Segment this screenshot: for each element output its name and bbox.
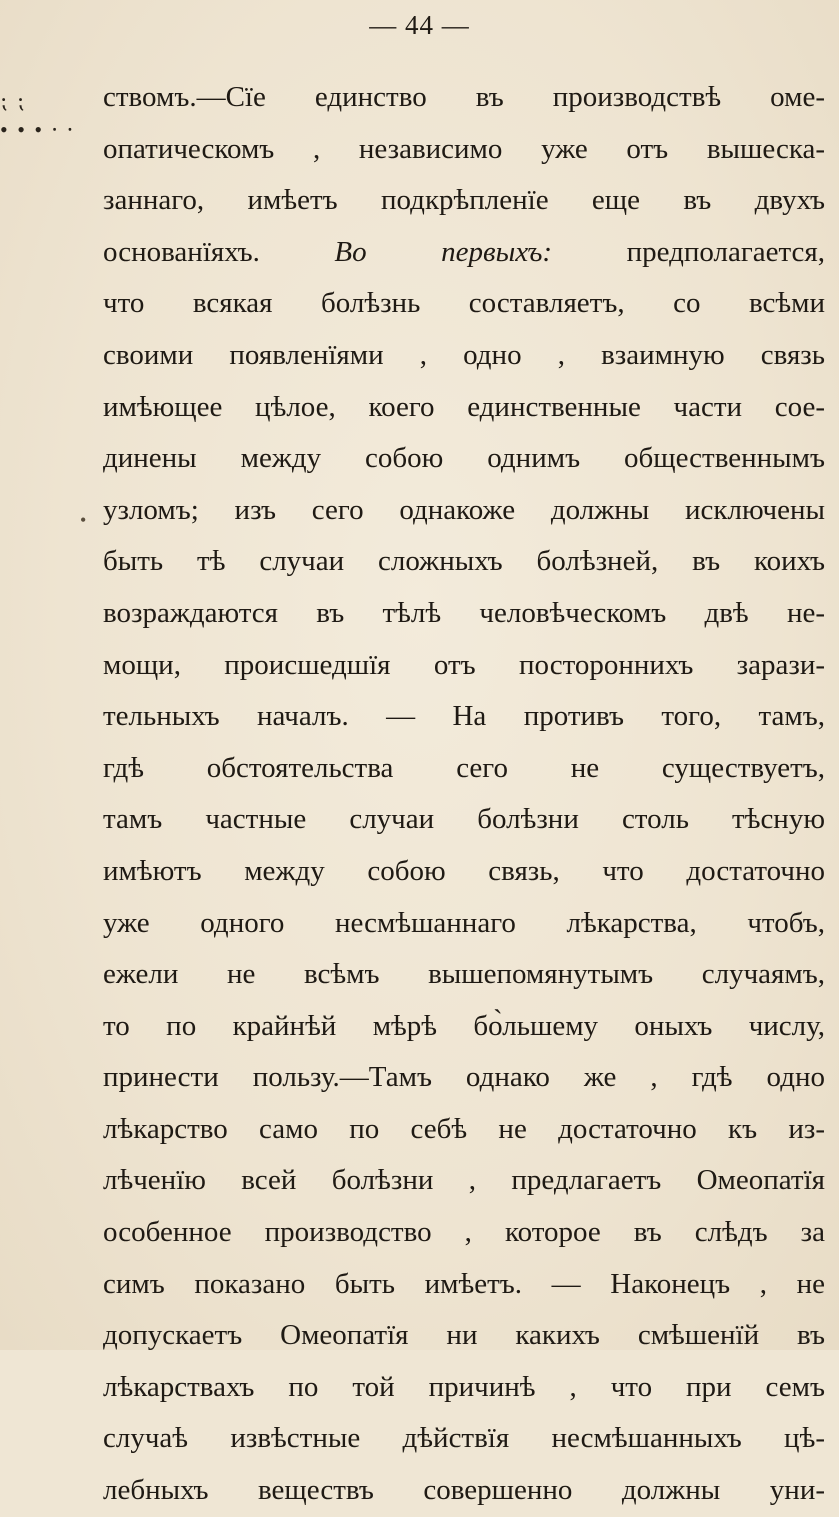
page-number: — 44 —: [369, 10, 470, 40]
text-line: что всякая болѣзнь составляетъ, со всѣми: [103, 287, 825, 320]
body-text: [103, 72, 825, 1517]
margin-ink-dot: •: [80, 510, 87, 530]
text-line: тамъ частные случаи болѣзни столь тѣсную: [103, 803, 825, 836]
text-line: допускаетъ Омеопатїя ни какихъ смѣшенїй въ: [103, 1319, 825, 1352]
text-line: особенное производство , которое въ слѣдъ за: [103, 1216, 825, 1249]
text-line: ежели не всѣмъ вышепомянутымъ случаямъ,: [103, 958, 825, 991]
text-segment: основанїяхъ.: [103, 235, 335, 268]
text-line: случаѣ извѣстные дѣйствїя несмѣшанныхъ цѣ-: [103, 1422, 825, 1455]
text-line: имѣющее цѣлое, коего единственные части сое-: [103, 390, 825, 423]
text-line: [103, 227, 825, 279]
text-line: уже одного несмѣшаннаго лѣкарства, чтобъ,: [103, 906, 825, 939]
italic-phrase: Во первыхъ:: [334, 235, 553, 268]
text-line: симъ показано быть имѣетъ. — Наконецъ , не: [103, 1267, 825, 1300]
text-segment: предполагается,: [552, 235, 825, 268]
text-line: мощи, происшедшїя отъ постороннихъ зарази-: [103, 648, 825, 681]
text-line: имѣютъ между собою связь, что достаточно: [103, 854, 825, 887]
text-line: то по крайнѣй мѣрѣ бо̀льшему оныхъ числу,: [103, 1009, 825, 1042]
text-line: лѣкарствахъ по той причинѣ , что при семъ: [103, 1370, 825, 1403]
text-line: своими появленїями , одно , взаимную связь: [103, 338, 825, 371]
text-line: узломъ; изъ сего однакоже должны исключены: [103, 493, 825, 526]
text-line: быть тѣ случаи сложныхъ болѣзней, въ коихъ: [103, 545, 825, 578]
text-line: ствомъ.—Сїе единство въ производствѣ оме-: [103, 81, 825, 113]
text-line: возраждаются въ тѣлѣ человѣческомъ двѣ не-: [103, 596, 825, 629]
text-line: принести пользу.—Тамъ однако же , гдѣ одно: [103, 1061, 825, 1094]
margin-ink-marks: ⁏ ⁏ • • • ⸱ ⸱: [0, 88, 75, 142]
text-line: тельныхъ началъ. — На противъ того, тамъ,: [103, 700, 825, 733]
text-line: динены между собою однимъ общественнымъ: [103, 442, 825, 475]
text-line: лѣкарство само по себѣ не достаточно къ из-: [103, 1112, 825, 1145]
text-line: опатическомъ , независимо уже отъ вышеска-: [103, 132, 825, 165]
text-line: лебныхъ веществъ совершенно должны уни-: [103, 1474, 825, 1507]
text-line: гдѣ обстоятельства сего не существуетъ,: [103, 751, 825, 784]
text-line: лѣченїю всей болѣзни , предлагаетъ Омеопатїя: [103, 1164, 825, 1197]
text-line: заннаго, имѣетъ подкрѣпленїе еще въ двухъ: [103, 184, 825, 217]
